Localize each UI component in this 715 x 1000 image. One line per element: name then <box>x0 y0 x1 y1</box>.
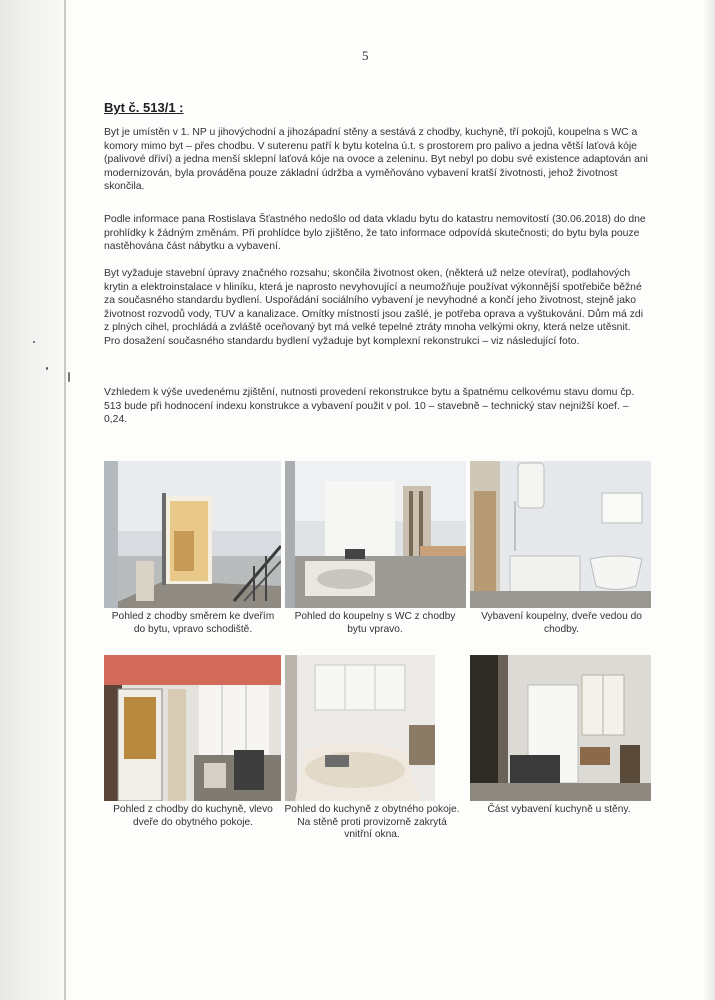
paragraph-inspection <box>104 213 649 254</box>
photo-kitchen-view <box>285 655 435 801</box>
scan-right-edge <box>703 0 715 1000</box>
photo-caption: Vybavení koupelny, dveře vedou do chodby. <box>481 611 642 635</box>
photo-caption: Pohled z chodby do kuchyně, vlevo dveře do obytného pokoje. <box>113 804 273 828</box>
paragraph-text: Byt vyžaduje stavební úpravy značného rozsahu; skončila životnost oken, (některá už nelze otevírat), podlahových krytin a elektroinstalace v hliníku, která je naprosto nevyhovující a neumožňuje používat výkonnější spotřebiče běžné za současného standardu bydlení. Uspořádání sociálního vybavení je nevyhodné a končí jeho životnost, stejně jako životnost rozvodů vody, TUV a kanalizace. Omítky místností jsou zašlé, je potřeba oprava a vyštukování. Dům má zdi z plných cihel, prochládá a zvláště oceňovaný byt má velké tepelné ztráty mnoha velkými okny, která nelze utěsnit. Pro dosažení současného standardu bydlení vyžaduje byt komplexní rekonstrukci – viz následující foto. <box>104 268 644 347</box>
photo-bathroom-fixtures <box>470 461 651 608</box>
page-fold-line <box>64 0 66 1000</box>
paragraph-conclusion <box>104 386 649 427</box>
scan-margin-shadow <box>0 0 70 1000</box>
scan-speck <box>33 341 35 343</box>
photo-hallway-kitchen <box>104 655 281 801</box>
photo-caption: Pohled do koupelny s WC z chodby bytu vpravo. <box>294 611 456 635</box>
photo-bathroom-view <box>285 461 466 608</box>
paragraph-text: Byt je umístěn v 1. NP u jihovýchodní a jihozápadní stěny a sestává z chodby, kuchyně, tří pokojů, koupelna s WC a komory mimo byt – přes chodbu. V suterenu patří k bytu kotelna ú.t. s prostorem pro palivo a jedna větší laťová kóje (palivové dříví) a jedna menší sklepní laťová kóje na ovoce a zeleninu. Byt nebyl po dobu své existence adaptován ani modernizován, byla prováděna pouze základní údržba a vyměňováno vybavení kratší životnosti, jehož životnost skončila. <box>104 127 648 193</box>
photo-caption: Část vybavení kuchyně u stěny. <box>487 804 631 815</box>
section-heading: Byt č. 513/1 : <box>104 100 184 115</box>
photo-kitchen-equipment <box>470 655 651 801</box>
photo-caption: Pohled z chodby směrem ke dveřím do bytu, vpravo schodiště. <box>111 611 275 635</box>
photo-caption: Pohled do kuchyně z obytného pokoje. Na stěně proti provizorně zakrytá vnitřní okna. <box>284 804 460 841</box>
paragraph-text: Vzhledem k výše uvedenému zjištění, nutnosti provedení rekonstrukce bytu a špatnému celkovému stavu domu čp. 513 bude při hodnocení indexu konstrukce a vybavení použit v pol. 10 – stavebně – technický stav nejnižší koef. – 0,24. <box>104 387 635 426</box>
paragraph-description <box>104 126 649 194</box>
paragraph-text: Podle informace pana Rostislava Šťastného nedošlo od data vkladu bytu do katastru nemovitostí (30.06.2018) do dne prohlídky k žádným změnám. Při prohlídce bylo zjištěno, že tato informace odpovídá skutečnosti; do bytu byla pouze nastěhována část nábytku a vybavení. <box>104 214 646 253</box>
page-number: 5 <box>362 48 369 63</box>
scan-mark <box>68 372 70 382</box>
photo-hallway-door <box>104 461 281 608</box>
scan-speck <box>46 367 48 370</box>
paragraph-condition <box>104 267 649 349</box>
